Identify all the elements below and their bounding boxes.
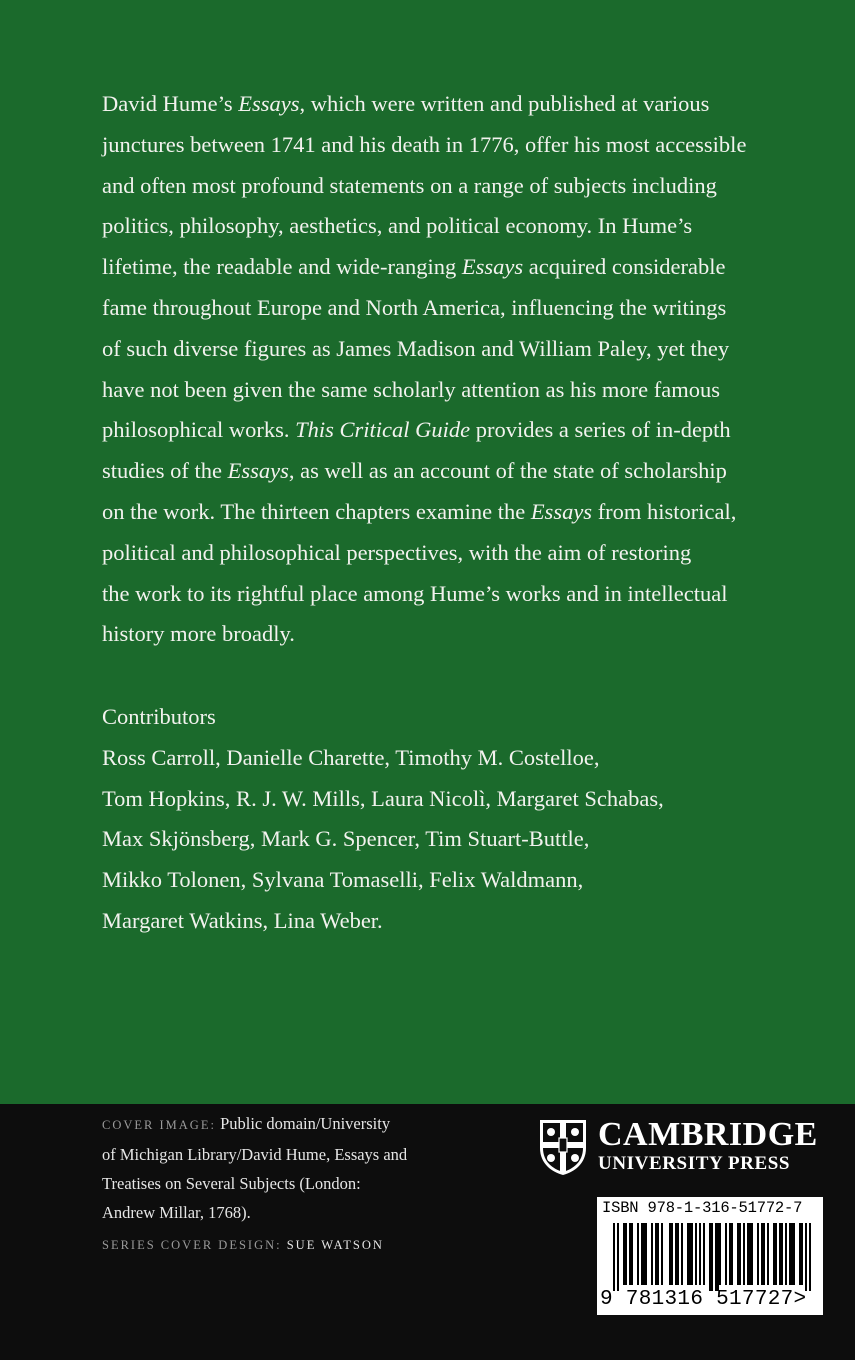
contributors-section bbox=[102, 697, 822, 942]
barcode-bar bbox=[715, 1223, 717, 1291]
barcode-bar bbox=[625, 1223, 627, 1285]
blurb-italic-title: Essays bbox=[238, 91, 300, 116]
blurb-italic-title: This Critical Guide bbox=[295, 417, 471, 443]
blurb-text-run: fame throughout Europe and North America, influencing the writings bbox=[102, 294, 727, 320]
barcode-bar bbox=[775, 1223, 777, 1285]
isbn-label: ISBN 978-1-316-51772-7 bbox=[602, 1199, 803, 1217]
barcode-bars bbox=[597, 1219, 823, 1291]
publisher-logo bbox=[538, 1118, 823, 1178]
cambridge-crest-icon bbox=[538, 1118, 588, 1176]
barcode-bar bbox=[661, 1223, 663, 1285]
blurb-text bbox=[102, 84, 822, 655]
barcode-bar bbox=[651, 1223, 653, 1285]
ean-end-marker: > bbox=[793, 1288, 807, 1311]
blurb-line bbox=[102, 84, 822, 125]
contributors-line: Tom Hopkins, R. J. W. Mills, Laura Nicolì, Margaret Schabas, bbox=[102, 785, 664, 811]
cover-image-credit-text: Public domain/University bbox=[220, 1114, 391, 1133]
blurb-text-run: the work to its rightful place among Hume’s works and in intellectual bbox=[102, 580, 728, 606]
blurb-text-run: lifetime, the readable and wide-ranging bbox=[102, 254, 462, 280]
blurb-text-run: on the work. The thirteen chapters examine the bbox=[102, 498, 531, 524]
barcode-bar bbox=[749, 1223, 751, 1285]
barcode-bar bbox=[747, 1223, 749, 1285]
contributors-line: Margaret Watkins, Lina Weber. bbox=[102, 907, 383, 933]
publisher-name bbox=[598, 1118, 818, 1176]
barcode-bar bbox=[691, 1223, 693, 1285]
blurb-line bbox=[102, 410, 822, 451]
blurb-text-run: of such diverse figures as James Madison and William Paley, yet they bbox=[102, 335, 730, 361]
blurb-text-run: history more broadly. bbox=[102, 621, 295, 647]
barcode-bar bbox=[689, 1223, 691, 1285]
blurb-italic-title: Essays bbox=[461, 254, 524, 280]
ean-digits: 9 781316 517727 bbox=[600, 1288, 794, 1311]
barcode-bar bbox=[717, 1223, 719, 1291]
barcode-bar bbox=[731, 1223, 733, 1285]
blurb-line bbox=[102, 492, 822, 533]
blurb-text-run: political and philosophical perspectives, with the aim of restoring bbox=[102, 539, 692, 565]
cover-image-credit-text: of Michigan Library/David Hume, Essays and bbox=[102, 1145, 408, 1164]
barcode-bar bbox=[793, 1223, 795, 1285]
barcode-bar bbox=[751, 1223, 753, 1285]
barcode-bar bbox=[703, 1223, 705, 1285]
blurb-italic-title: Essays bbox=[227, 458, 289, 484]
barcode-bar bbox=[757, 1223, 759, 1285]
barcode-bar bbox=[729, 1223, 731, 1285]
blurb-italic-title: Essays bbox=[530, 498, 593, 524]
publisher-name-line1: CAMBRIDGE bbox=[598, 1116, 818, 1153]
barcode-bar bbox=[623, 1223, 625, 1285]
contributors-line: Ross Carroll, Danielle Charette, Timothy M. Costelloe, bbox=[102, 744, 600, 770]
blurb-line bbox=[102, 247, 822, 288]
barcode-bar bbox=[675, 1223, 677, 1285]
barcode-bar bbox=[655, 1223, 657, 1285]
blurb-text-run: , which were written and published at various bbox=[299, 91, 710, 116]
barcode-bar bbox=[779, 1223, 781, 1285]
barcode-bar bbox=[785, 1223, 787, 1285]
barcode-bar bbox=[695, 1223, 697, 1285]
barcode-bar bbox=[799, 1223, 801, 1285]
barcode-bar bbox=[657, 1223, 659, 1285]
blurb-text-run: junctures between 1741 and his death in 1776, offer his most accessible bbox=[102, 131, 747, 157]
contributors-heading: Contributors bbox=[102, 704, 216, 729]
barcode-bar bbox=[791, 1223, 793, 1285]
barcode-bar bbox=[671, 1223, 673, 1285]
barcode-bar bbox=[637, 1223, 639, 1285]
barcode-bar bbox=[773, 1223, 775, 1285]
isbn-barcode bbox=[597, 1197, 823, 1315]
blurb-text-run: and often most profound statements on a range of subjects including bbox=[102, 172, 717, 198]
blurb-line bbox=[102, 125, 822, 166]
barcode-bar bbox=[645, 1223, 647, 1285]
blurb-line bbox=[102, 288, 822, 329]
barcode-bar bbox=[781, 1223, 783, 1285]
barcode-bar bbox=[761, 1223, 763, 1285]
blurb-text-run: from historical, bbox=[592, 498, 737, 524]
barcode-bar bbox=[687, 1223, 689, 1285]
blurb-text-run: studies of the bbox=[102, 458, 228, 484]
blurb-text-run: politics, philosophy, aesthetics, and political economy. In Hume’s bbox=[102, 213, 693, 239]
barcode-bar bbox=[709, 1223, 711, 1291]
blurb-text-run: , as well as an account of the state of scholarship bbox=[288, 458, 727, 484]
blurb-line bbox=[102, 451, 822, 492]
barcode-bar bbox=[737, 1223, 739, 1285]
blurb-text-run: David Hume’s bbox=[102, 91, 239, 116]
contributors-line: Max Skjönsberg, Mark G. Spencer, Tim Stuart-Buttle, bbox=[102, 826, 590, 852]
blurb-text-run: have not been given the same scholarly attention as his more famous bbox=[102, 376, 720, 402]
barcode-bar bbox=[711, 1223, 713, 1291]
series-cover-design-credit bbox=[102, 1238, 384, 1253]
barcode-bar bbox=[801, 1223, 803, 1285]
series-cover-designer: SUE WATSON bbox=[286, 1238, 384, 1252]
barcode-bar bbox=[767, 1223, 769, 1285]
contributors-line: Mikko Tolonen, Sylvana Tomaselli, Felix Waldmann, bbox=[102, 867, 584, 893]
barcode-bar bbox=[617, 1223, 619, 1291]
cover-image-credit bbox=[102, 1109, 462, 1227]
barcode-bar bbox=[677, 1223, 679, 1285]
blurb-line bbox=[102, 533, 822, 574]
barcode-bar bbox=[631, 1223, 633, 1285]
barcode-bar bbox=[725, 1223, 727, 1285]
cover-image-label: COVER IMAGE: bbox=[102, 1118, 216, 1132]
blurb-line bbox=[102, 166, 822, 207]
barcode-bar bbox=[613, 1223, 615, 1291]
barcode-bar bbox=[681, 1223, 683, 1285]
barcode-bar bbox=[643, 1223, 645, 1285]
barcode-bar bbox=[699, 1223, 701, 1285]
blurb-text-run: provides a series of in-depth bbox=[470, 417, 731, 443]
blurb-text-run: acquired considerable bbox=[523, 254, 726, 280]
barcode-bar bbox=[719, 1223, 721, 1285]
barcode-bar bbox=[789, 1223, 791, 1285]
blurb-line bbox=[102, 614, 822, 655]
cover-image-credit-text: Treatises on Several Subjects (London: bbox=[102, 1174, 361, 1193]
barcode-bar bbox=[739, 1223, 741, 1285]
blurb-line bbox=[102, 574, 822, 615]
barcode-bar bbox=[809, 1223, 811, 1291]
barcode-bar bbox=[805, 1223, 807, 1291]
blurb-line bbox=[102, 206, 822, 247]
barcode-bar bbox=[629, 1223, 631, 1285]
barcode-bar bbox=[669, 1223, 671, 1285]
blurb-text-run: philosophical works. bbox=[102, 417, 296, 443]
series-cover-design-label: SERIES COVER DESIGN: bbox=[102, 1238, 282, 1252]
barcode-bar bbox=[641, 1223, 643, 1285]
blurb-line bbox=[102, 329, 822, 370]
barcode-bar bbox=[743, 1223, 745, 1285]
blurb-line bbox=[102, 370, 822, 411]
publisher-name-line2: UNIVERSITY PRESS bbox=[598, 1153, 791, 1174]
barcode-bar bbox=[763, 1223, 765, 1285]
cover-image-credit-text: Andrew Millar, 1768). bbox=[102, 1203, 251, 1222]
